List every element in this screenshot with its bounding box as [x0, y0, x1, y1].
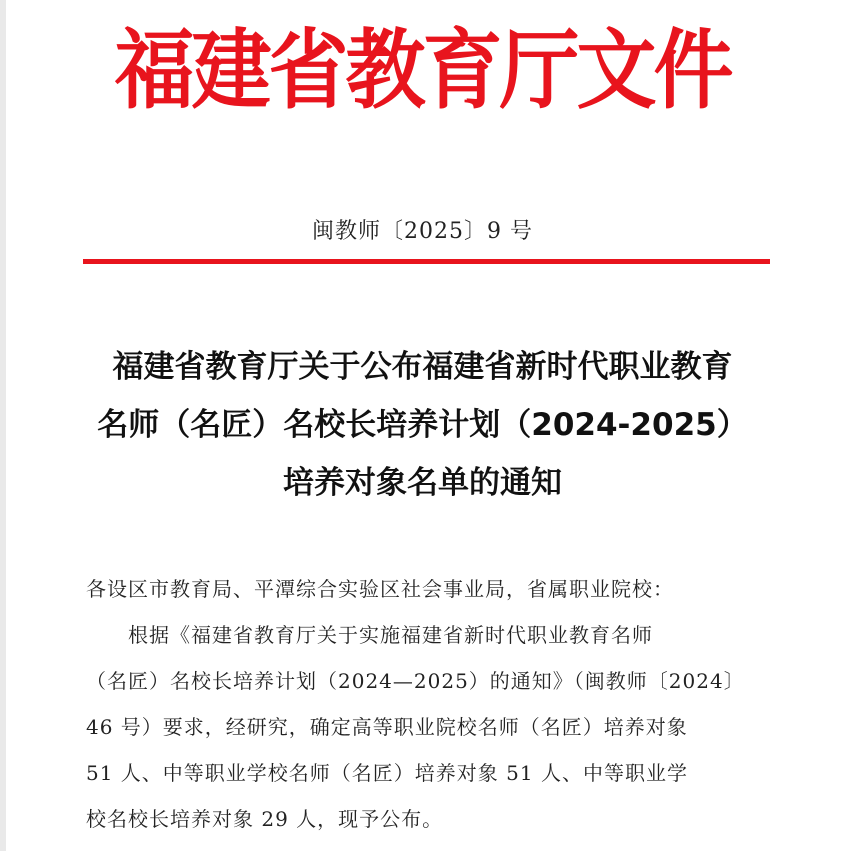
document-number: 闽教师〔2025〕9 号	[312, 219, 533, 244]
body-line-1: 根据《福建省教育厅关于实施福建省新时代职业教育名师	[128, 623, 653, 647]
salutation: 各设区市教育局、平潭综合实验区社会事业局，省属职业院校：	[86, 577, 674, 601]
title-line-2: 名师（名匠）名校长培养计划（2024-2025）	[97, 407, 748, 443]
document-masthead: 福建省教育厅文件	[114, 19, 731, 121]
body-line-3: 46 号）要求，经研究，确定高等职业院校名师（名匠）培养对象	[86, 715, 688, 739]
body-line-2: （名匠）名校长培养计划（2024—2025）的通知》（闽教师〔2024〕	[86, 669, 745, 693]
title-line-1: 福建省教育厅关于公布福建省新时代职业教育	[112, 349, 733, 385]
document-body	[86, 566, 776, 842]
document-title	[60, 338, 785, 512]
red-divider	[83, 259, 770, 264]
page-edge	[0, 0, 6, 851]
body-line-4: 51 人、中等职业学校名师（名匠）培养对象 51 人、中等职业学	[86, 761, 688, 785]
title-line-3: 培养对象名单的通知	[283, 465, 562, 501]
body-line-5: 校名校长培养对象 29 人，现予公布。	[86, 807, 444, 831]
